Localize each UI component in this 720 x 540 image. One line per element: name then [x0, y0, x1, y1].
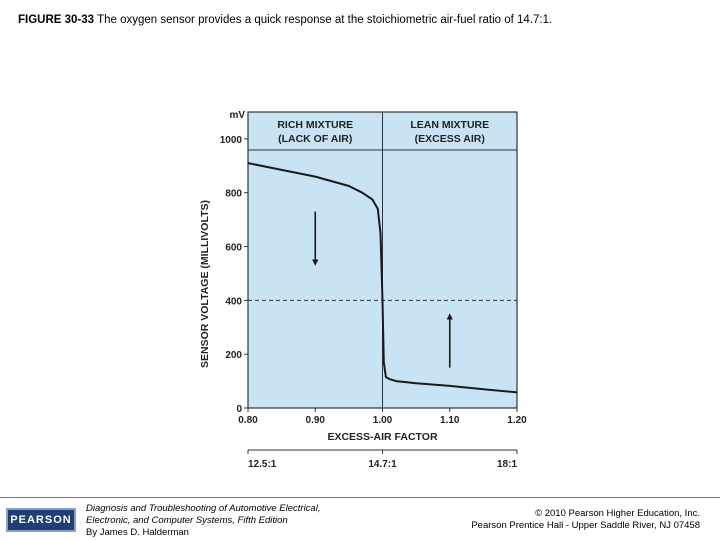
figure-caption [18, 14, 552, 26]
y-axis-label: SENSOR VOLTAGE (MILLIVOLTS) [199, 200, 211, 368]
pearson-logo: PEARSON [6, 508, 76, 532]
y-tick-label: 1000 [219, 134, 242, 146]
x-tick-label: 1.20 [507, 415, 527, 426]
y-tick-label: 800 [225, 188, 242, 200]
rich-region-label-line-1: RICH MIXTURE [277, 119, 354, 131]
y-tick-label: 600 [225, 242, 242, 254]
book-title-line-1: Diagnosis and Troubleshooting of Automotive Electrical, [86, 503, 321, 514]
x-axis-label: EXCESS-AIR FACTOR [327, 431, 438, 443]
data-point [247, 163, 248, 164]
data-point [516, 392, 517, 393]
oxygen-sensor-chart [180, 100, 540, 470]
rich-region-label-line-2: (LACK OF AIR) [278, 133, 353, 145]
data-point [281, 169, 282, 170]
data-point [380, 232, 381, 233]
data-point [382, 300, 383, 301]
copyright-notice [471, 508, 700, 532]
data-point [362, 192, 363, 193]
y-tick-label: 200 [225, 350, 242, 362]
figure-label: FIGURE 30-33 [18, 14, 95, 26]
book-citation [86, 503, 320, 539]
book-author: By James D. Halderman [86, 527, 189, 538]
data-point [416, 383, 417, 384]
x-tick-label: 1.10 [440, 415, 460, 426]
figure-caption-text: The oxygen sensor provides a quick response at the stoichiometric air-fuel ratio of 14.7:1. [97, 14, 553, 26]
y-unit-label: mV [229, 110, 245, 121]
data-point [383, 362, 384, 363]
x-tick-label: 0.90 [305, 415, 325, 426]
y-tick-label: 400 [225, 296, 242, 308]
x-tick-label: 1.00 [372, 415, 393, 426]
lean-region-label-line-1: LEAN MIXTURE [410, 119, 490, 131]
data-point [483, 389, 484, 390]
ratio-tick-label: 12.5:1 [248, 459, 277, 470]
footer-divider [0, 497, 720, 498]
ratio-tick-label: 18:1 [496, 459, 517, 470]
ratio-tick-label: 14.7:1 [368, 459, 397, 470]
copyright-line-2: Pearson Prentice Hall - Upper Saddle River, NJ 07458 [471, 520, 700, 531]
x-tick-label: 0.80 [238, 415, 258, 426]
data-point [389, 378, 390, 379]
y-tick-label: 0 [236, 404, 242, 415]
data-point [315, 176, 316, 177]
lean-region-label-line-2: (EXCESS AIR) [414, 133, 485, 145]
data-point [385, 376, 386, 377]
data-point [348, 185, 349, 186]
copyright-line-1: © 2010 Pearson Higher Education, Inc. [535, 508, 700, 519]
book-title-line-2: Electronic, and Computer Systems, Fifth Edition [86, 515, 288, 526]
data-point [449, 385, 450, 386]
data-point [377, 208, 378, 209]
data-point [395, 380, 396, 381]
data-point [372, 199, 373, 200]
